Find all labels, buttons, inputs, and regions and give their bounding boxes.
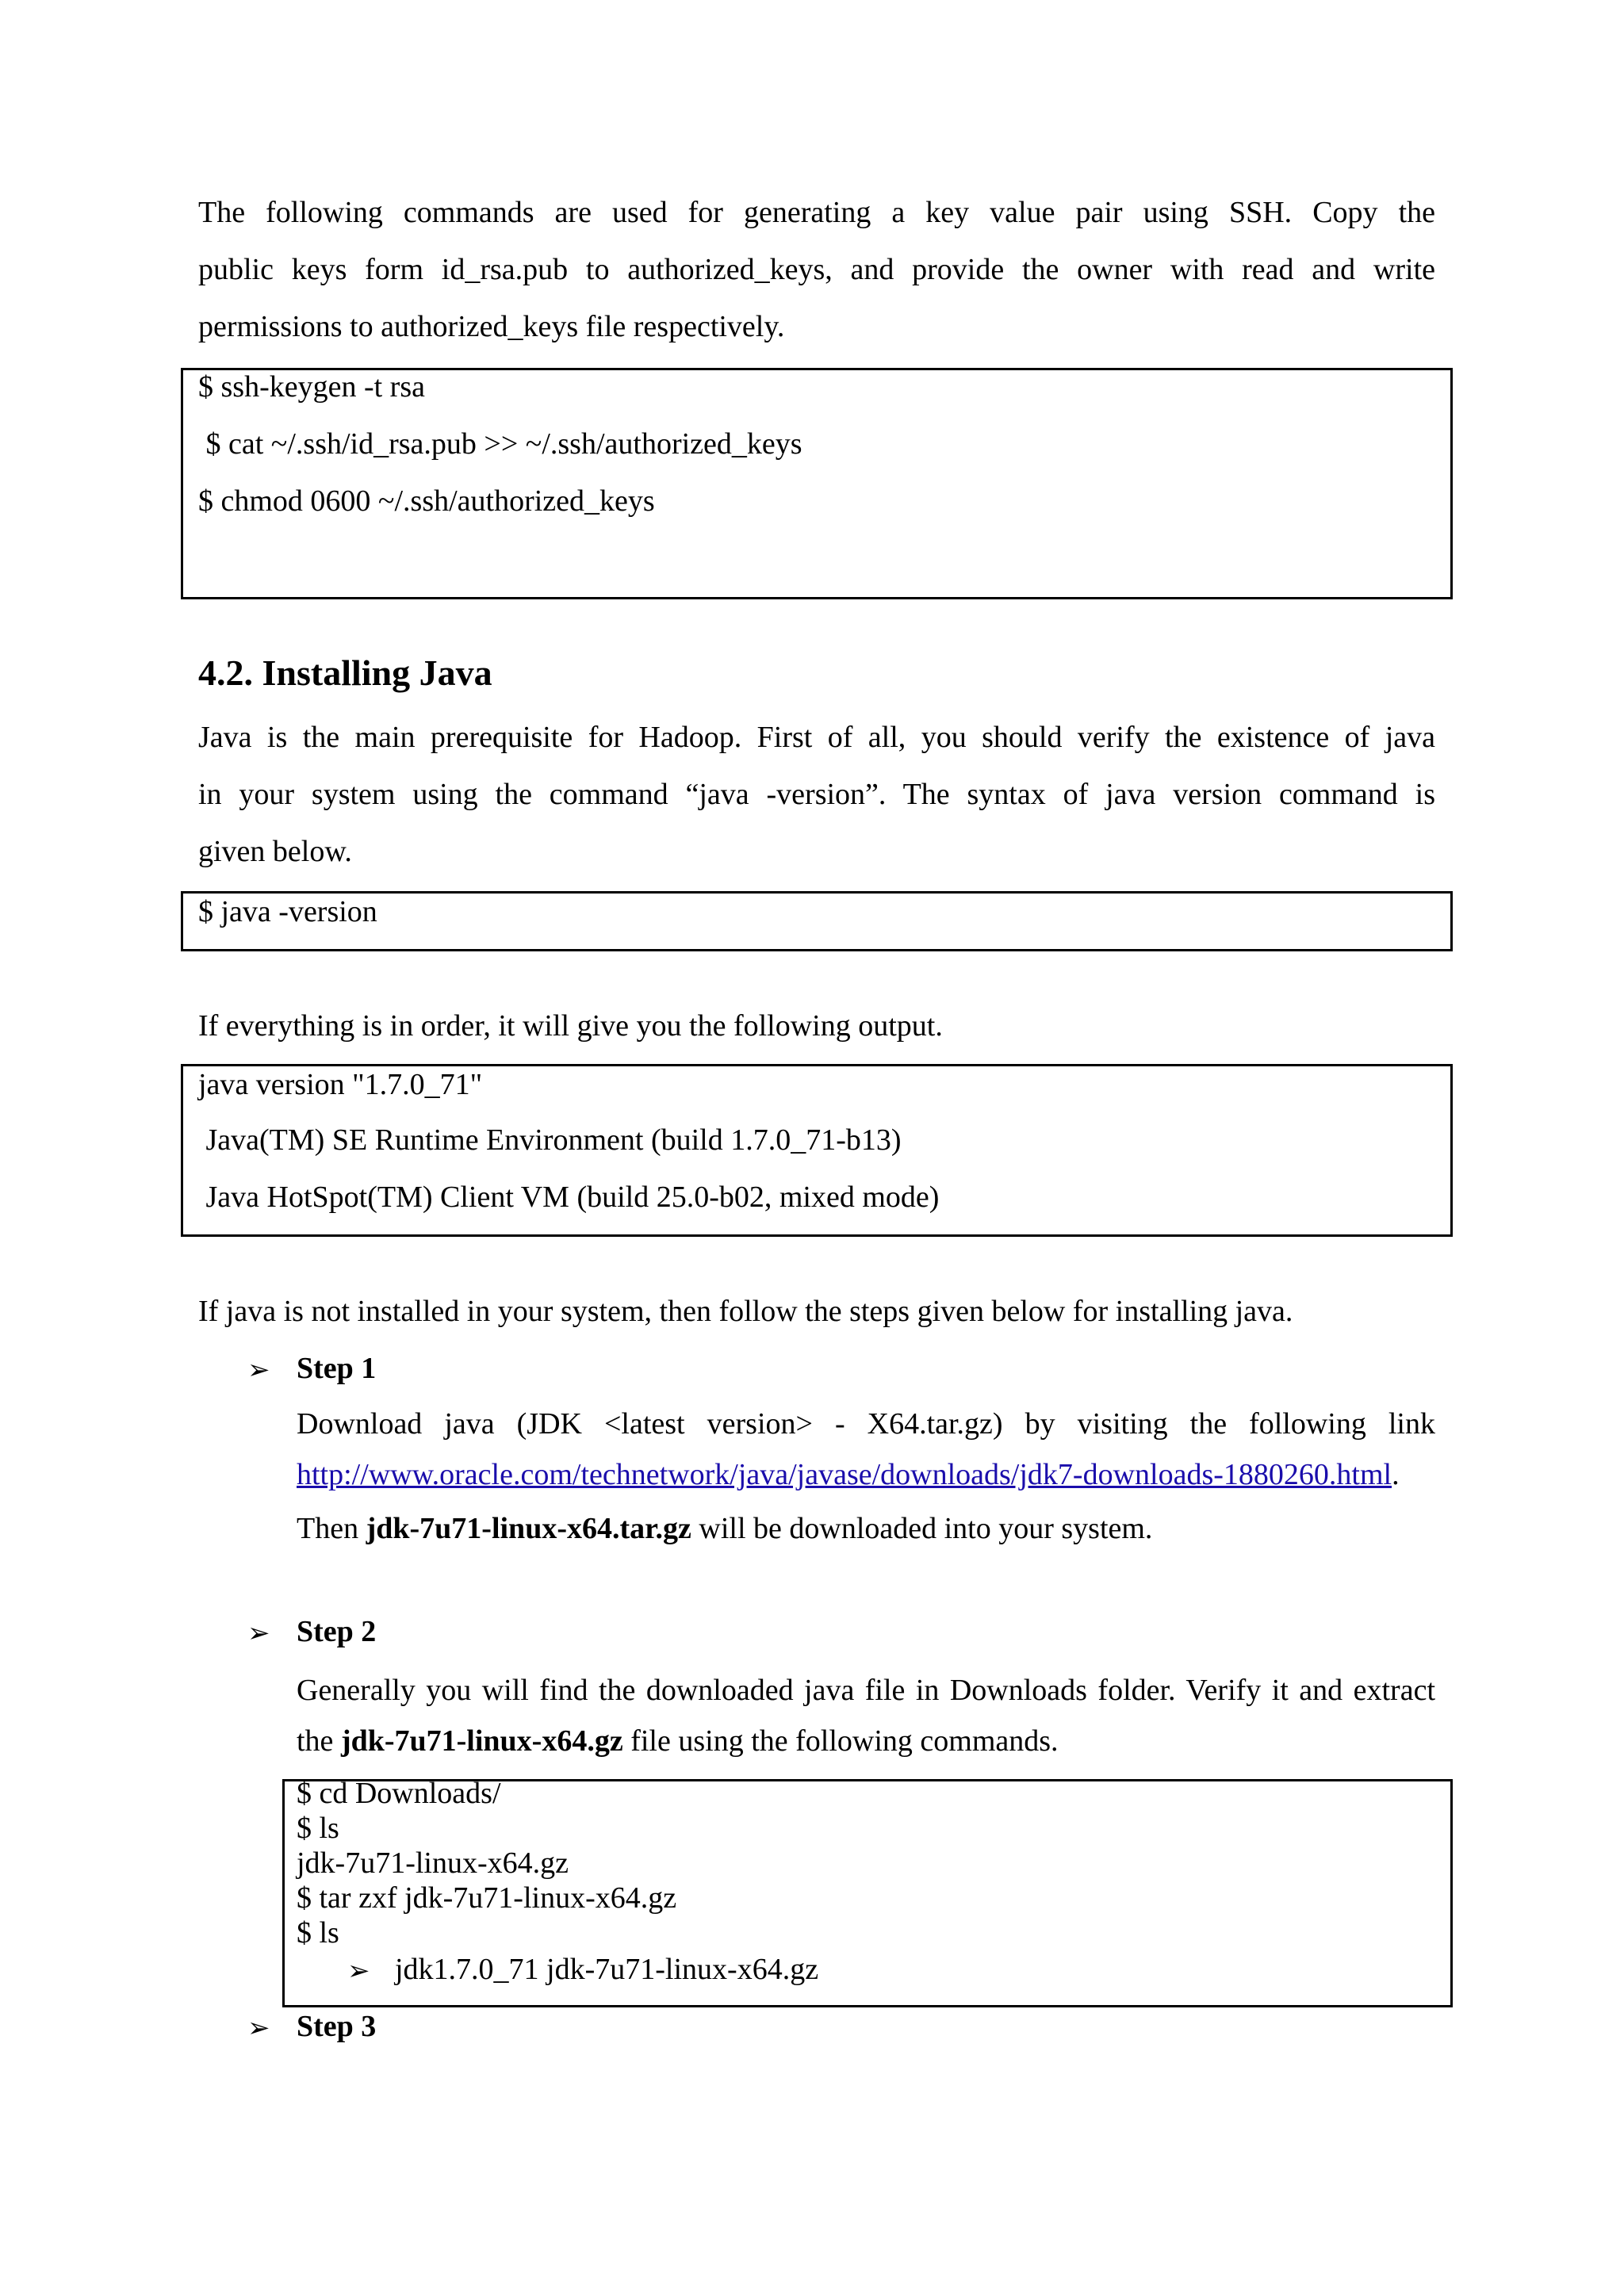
intro-line-1: The following commands are used for generating a key value pair using SSH. Copy the	[198, 196, 1435, 229]
section-heading: 4.2. Installing Java	[198, 652, 492, 693]
step-1-bullet-icon: ➢	[247, 1354, 270, 1386]
not-installed-text: If java is not installed in your system, then follow the steps given below for installing java.	[198, 1295, 1293, 1328]
intro-line-2: public keys form id_rsa.pub to authorized_keys, and provide the owner with read and write	[198, 253, 1435, 286]
cat-authorized-keys-command: $ cat ~/.ssh/id_rsa.pub >> ~/.ssh/authorized_keys	[198, 427, 802, 461]
ssh-keygen-command: $ ssh-keygen -t rsa	[198, 370, 425, 404]
step-2-line-2-suffix: file using the following commands.	[622, 1724, 1059, 1758]
step-1-line-3	[297, 1511, 1152, 1546]
section-line-3: given below.	[198, 835, 352, 868]
output-line-1: java version "1.7.0_71"	[198, 1068, 483, 1101]
step-1-title: Step 1	[297, 1352, 377, 1385]
ls-command-2: $ ls	[297, 1916, 339, 1950]
section-line-2: in your system using the command “java -version”. The syntax of java version command is	[198, 778, 1435, 811]
java-version-command: $ java -version	[198, 895, 377, 928]
step-2-line-2-prefix: the	[297, 1724, 341, 1758]
order-text: If everything is in order, it will give you the following output.	[198, 1009, 943, 1043]
box-bullet-icon: ➢	[347, 1955, 370, 1987]
cd-downloads-command: $ cd Downloads/	[297, 1777, 501, 1810]
oracle-download-link[interactable]: http://www.oracle.com/technetwork/java/javase/downloads/jdk7-downloads-1880260.html	[297, 1458, 1392, 1491]
jdk-tar-filename: jdk-7u71-linux-x64.tar.gz	[366, 1512, 691, 1545]
step-2-line-2	[297, 1724, 1059, 1758]
section-line-1: Java is the main prerequisite for Hadoop. First of all, you should verify the existence of java	[198, 721, 1435, 754]
jdk-gz-filename: jdk-7u71-linux-x64.gz	[340, 1724, 623, 1758]
step-1-link-line	[297, 1457, 1400, 1492]
extracted-listing: jdk1.7.0_71 jdk-7u71-linux-x64.gz	[395, 1953, 819, 1986]
step-2-bullet-icon: ➢	[247, 1617, 270, 1649]
tar-extract-command: $ tar zxf jdk-7u71-linux-x64.gz	[297, 1881, 677, 1915]
step-1-line-3-suffix: will be downloaded into your system.	[691, 1512, 1153, 1545]
step-2-line-1: Generally you will find the downloaded java file in Downloads folder. Verify it and extract	[297, 1674, 1435, 1707]
chmod-command: $ chmod 0600 ~/.ssh/authorized_keys	[198, 484, 655, 518]
step-1-link-suffix: .	[1392, 1458, 1400, 1491]
output-line-2: Java(TM) SE Runtime Environment (build 1.7.0_71-b13)	[198, 1123, 902, 1157]
step-1-line-1: Download java (JDK <latest version> - X64.tar.gz) by visiting the following link	[297, 1407, 1435, 1441]
step-1-line-3-prefix: Then	[297, 1512, 366, 1545]
ls-command-1: $ ls	[297, 1812, 339, 1845]
output-line-3: Java HotSpot(TM) Client VM (build 25.0-b02, mixed mode)	[198, 1181, 940, 1214]
step-3-bullet-icon: ➢	[247, 2012, 270, 2044]
step-2-title: Step 2	[297, 1615, 377, 1648]
step-3-title: Step 3	[297, 2010, 377, 2043]
jdk-gz-listing: jdk-7u71-linux-x64.gz	[297, 1846, 569, 1880]
intro-line-3: permissions to authorized_keys file respectively.	[198, 310, 785, 343]
